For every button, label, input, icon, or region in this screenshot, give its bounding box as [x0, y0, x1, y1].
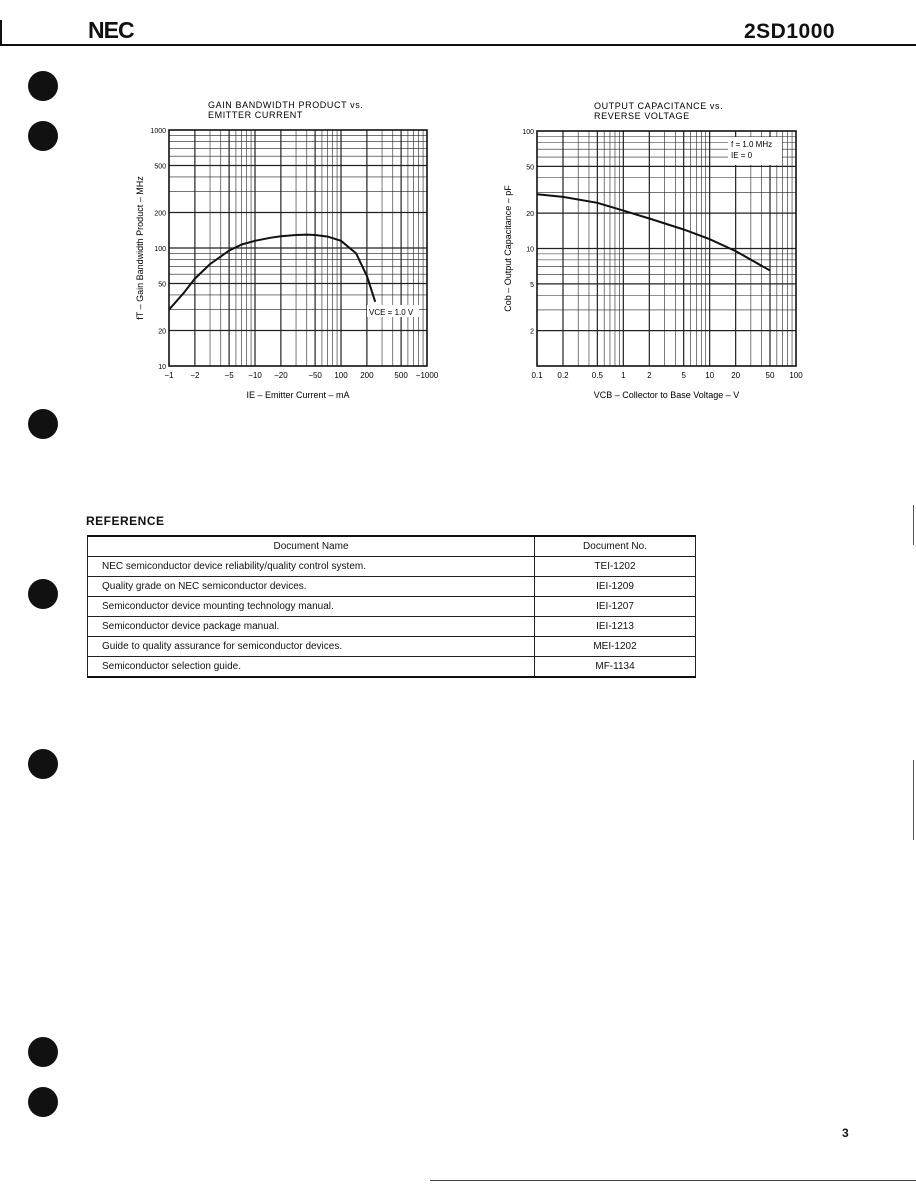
condition-annotation: f = 1.0 MHz [731, 140, 773, 149]
document-name-cell: Semiconductor device package manual. [88, 617, 535, 637]
document-name-cell: Semiconductor selection guide. [88, 657, 535, 678]
binder-hole-icon [28, 579, 58, 609]
data-series-line [537, 194, 770, 270]
binder-hole-icon [28, 1037, 58, 1067]
y-tick-label: 10 [158, 364, 166, 371]
document-name-cell: Semiconductor device mounting technology manual. [88, 597, 535, 617]
y-tick-label: 50 [526, 164, 534, 172]
x-tick-label: 100 [334, 371, 348, 380]
x-tick-label: 0.1 [531, 371, 543, 380]
part-number: 2SD1000 [744, 20, 836, 43]
table-row [88, 657, 696, 678]
x-tick-label: −5 [224, 371, 234, 380]
x-tick-label: 5 [681, 371, 686, 380]
table-header-row [88, 536, 696, 557]
x-tick-label: −1000 [415, 371, 439, 380]
y-tick-label: 20 [526, 211, 534, 219]
x-tick-label: 20 [731, 371, 741, 380]
column-header-document-name: Document Name [88, 536, 535, 557]
y-tick-label: 5 [530, 281, 534, 289]
y-tick-label: 500 [154, 163, 166, 171]
nec-logo: NEC [88, 17, 134, 43]
x-tick-label: −2 [190, 371, 200, 380]
x-tick-label: 2 [647, 371, 652, 380]
y-tick-label: 50 [158, 281, 166, 289]
x-tick-label: −50 [308, 371, 322, 380]
document-number-cell: IEI-1213 [535, 617, 696, 637]
condition-annotation: VCE = 1.0 V [369, 308, 414, 317]
table-row [88, 637, 696, 657]
y-tick-label: 1000 [150, 128, 166, 135]
chart-title: OUTPUT CAPACITANCE vs. [594, 101, 724, 111]
binder-hole-icon [28, 749, 58, 779]
column-header-document-no: Document No. [535, 536, 696, 557]
y-tick-label: 10 [526, 246, 534, 254]
condition-annotation: IE = 0 [731, 151, 753, 160]
x-axis-label: VCB – Collector to Base Voltage – V [593, 390, 740, 400]
y-tick-label: 200 [154, 210, 166, 218]
y-tick-label: 100 [522, 129, 534, 136]
reference-title: REFERENCE [86, 514, 165, 528]
binder-hole-icon [28, 1087, 58, 1117]
y-axis-label: Cob – Output Capacitance – pF [503, 185, 513, 312]
reference-table [87, 535, 696, 678]
table-row [88, 577, 696, 597]
output-capacitance-chart [0, 0, 916, 420]
edge-mark [913, 760, 914, 840]
table-row [88, 617, 696, 637]
y-tick-label: 2 [530, 328, 534, 336]
x-tick-label: 0.2 [557, 371, 569, 380]
x-tick-label: 200 [360, 371, 374, 380]
document-name-cell: Quality grade on NEC semiconductor devices. [88, 577, 535, 597]
chart-title: GAIN BANDWIDTH PRODUCT vs. [208, 100, 364, 110]
x-tick-label: 500 [394, 371, 408, 380]
chart-title: REVERSE VOLTAGE [594, 111, 690, 121]
x-tick-label: 100 [789, 371, 803, 380]
x-tick-label: −1 [164, 371, 174, 380]
x-tick-label: 10 [705, 371, 715, 380]
x-tick-label: 0.5 [591, 371, 603, 380]
document-name-cell: NEC semiconductor device reliability/quality control system. [88, 557, 535, 577]
document-name-cell: Guide to quality assurance for semiconductor devices. [88, 637, 535, 657]
y-axis-label: fT – Gain Bandwidth Product – MHz [135, 176, 145, 320]
table-row [88, 557, 696, 577]
y-tick-label: 100 [154, 246, 166, 253]
chart-title: EMITTER CURRENT [208, 110, 303, 120]
y-tick-label: 20 [158, 328, 166, 336]
x-axis-label: IE – Emitter Current – mA [246, 390, 350, 400]
x-tick-label: 50 [765, 371, 775, 380]
document-number-cell: MF-1134 [535, 657, 696, 678]
x-tick-label: −20 [274, 371, 288, 380]
footer-rule [430, 1180, 916, 1181]
document-number-cell: MEI-1202 [535, 637, 696, 657]
document-number-cell: TEI-1202 [535, 557, 696, 577]
x-tick-label: 1 [621, 371, 626, 380]
table-row [88, 597, 696, 617]
x-tick-label: −10 [248, 371, 262, 380]
document-number-cell: IEI-1207 [535, 597, 696, 617]
document-number-cell: IEI-1209 [535, 577, 696, 597]
edge-mark [913, 505, 914, 545]
page-number: 3 [842, 1126, 849, 1140]
